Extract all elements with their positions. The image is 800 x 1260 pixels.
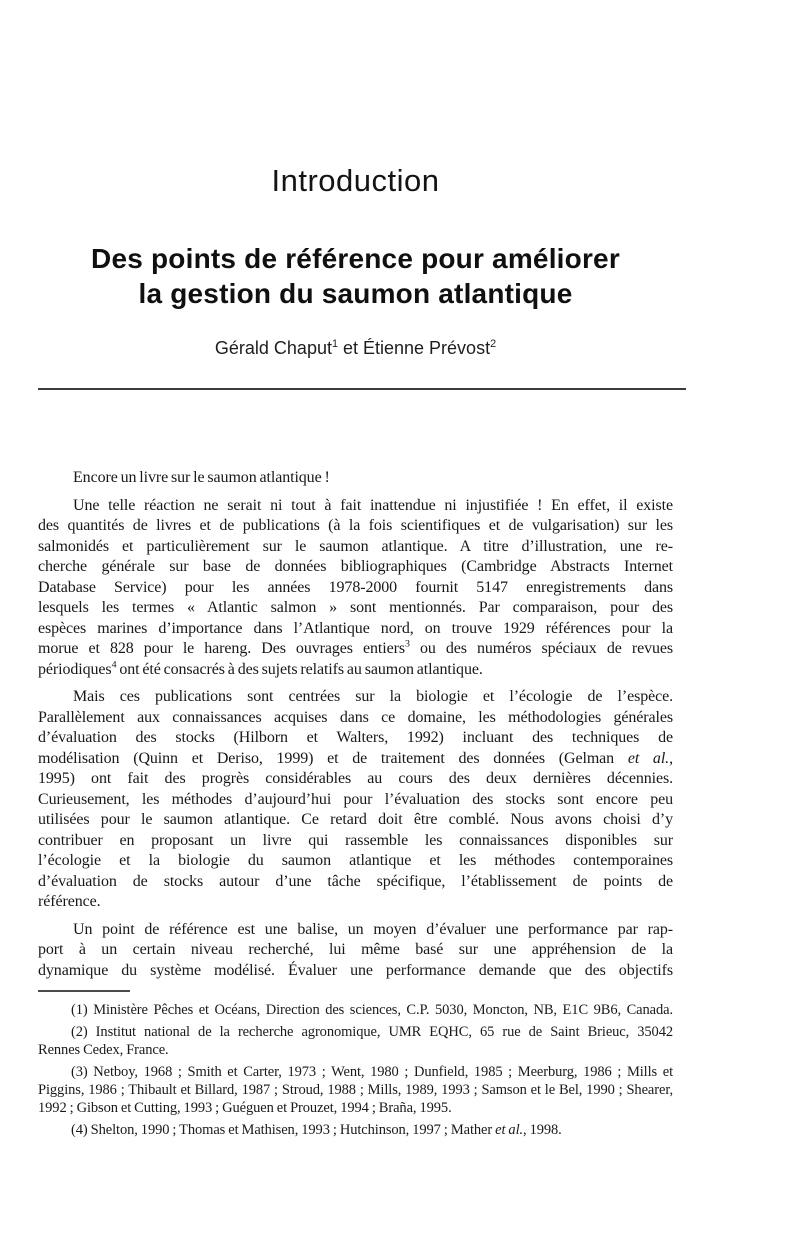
body-paragraph-line: utilisées pour le saumon atlantique. Ce retard doit être comblé. Nous avons choisi d’y	[38, 811, 673, 828]
body-paragraph-line: morue et 828 pour le hareng. Des ouvrages entiers$^3$ ou des numéros spéciaux de revues	[38, 639, 673, 657]
body-paragraph-line: référence.	[38, 893, 101, 910]
chapter-title-line2: la gestion du saumon atlantique	[138, 278, 573, 309]
body-paragraph-line: Un point de référence est une balise, un moyen d’évaluer une performance par rap-	[73, 920, 673, 938]
footnote-rule	[38, 990, 130, 992]
body-paragraph-line: Parallèlement aux connaissances acquises dans ce domaine, les méthodologies générales	[38, 708, 673, 726]
footnote	[38, 1121, 673, 1139]
page-title: Introduction	[271, 163, 440, 198]
body-paragraph-line: périodiques$^4$ ont été consacrés à des sujets relatifs au saumon atlantique.	[38, 659, 483, 678]
footnote-line: (4) Shelton, 1990 ; Thomas et Mathisen, 1993 ; Hutchinson, 1997 ; Mather et al., 1998.	[71, 1122, 562, 1138]
footnote-line: (2) Institut national de la recherche agronomique, UMR EQHC, 65 rue de Saint Brieuc, 35042	[71, 1024, 673, 1040]
body-paragraph-line: modélisation (Quinn et Deriso, 1999) et de traitement des données (Gelman et al.,	[38, 749, 673, 767]
footnote-line: Piggins, 1986 ; Thibault et Billard, 1987 ; Stroud, 1988 ; Mills, 1989, 1993 ; Samson et le Bel, 1990 ; Shearer,	[38, 1082, 673, 1098]
body-paragraph	[38, 496, 673, 681]
body-paragraph	[38, 468, 673, 489]
body-paragraph-line: Une telle réaction ne serait ni tout à fait inattendue ni injustifiée ! En effet, il existe	[73, 496, 673, 514]
body-paragraph-line: lesquels les termes « Atlantic salmon » sont mentionnés. Par comparaison, pour des	[38, 599, 673, 616]
footnotes	[38, 1001, 673, 1139]
footnote	[38, 1001, 673, 1019]
body-paragraph-line: Curieusement, les méthodes d’aujourd’hui pour l’évaluation des stocks sont encore peu	[38, 790, 673, 808]
body-paragraph-line: Encore un livre sur le saumon atlantique !	[73, 469, 330, 486]
chapter-title	[38, 241, 673, 311]
body-paragraph	[38, 920, 673, 982]
header-rule	[38, 388, 686, 390]
body-paragraph	[38, 687, 673, 913]
body-paragraph-line: Mais ces publications sont centrées sur la biologie et l’écologie de l’espèce.	[73, 688, 673, 705]
footnote-line: (1) Ministère Pêches et Océans, Direction des sciences, C.P. 5030, Moncton, NB, E1C 9B6, Canada.	[71, 1002, 673, 1018]
body-paragraph-line: l’écologie et la biologie du saumon atlantique et les méthodes contemporaines	[38, 852, 673, 869]
body-paragraph-line: dynamique du système modélisé. Évaluer une performance demande que des objectifs	[38, 961, 673, 979]
body-paragraph-line: espèces marines d’importance dans l’Atlantique nord, on trouve 1929 références pour la	[38, 619, 673, 637]
page-content	[38, 0, 673, 1139]
body-paragraph-line: cherche générale sur base de données bibliographiques (Cambridge Abstracts Internet	[38, 558, 673, 575]
body-text	[38, 468, 673, 981]
authors-line: Gérald Chaput$^1$ et Étienne Prévost$^2$	[214, 338, 497, 358]
footnote-line: 1992 ; Gibson et Cutting, 1993 ; Guéguen et Prouzet, 1994 ; Braña, 1995.	[38, 1100, 452, 1116]
footnote-line: Rennes Cedex, France.	[38, 1042, 169, 1058]
footnote	[38, 1023, 673, 1059]
body-paragraph-line: Database Service) pour les années 1978-2000 fournit 5147 enregistrements dans	[38, 578, 673, 596]
body-paragraph-line: port à un certain niveau recherché, lui même basé sur une appréhension de la	[38, 941, 673, 958]
body-paragraph-line: d’évaluation de stocks autour d’une tâche spécifique, l’établissement de points de	[38, 872, 673, 890]
body-paragraph-line: contribuer en proposant un livre qui rassemble les connaissances disponibles sur	[38, 831, 673, 849]
footnote	[38, 1063, 673, 1117]
body-paragraph-line: 1995) ont fait des progrès considérables au cours des deux dernières décennies.	[38, 770, 673, 787]
body-paragraph-line: des quantités de livres et de publications (à la fois scientifiques et de vulgarisation) sur les	[38, 517, 673, 534]
chapter-title-line1: Des points de référence pour améliorer	[91, 243, 620, 274]
body-paragraph-line: d’évaluation des stocks (Hilborn et Walters, 1992) incluant des techniques de	[38, 729, 673, 746]
footnote-line: (3) Netboy, 1968 ; Smith et Carter, 1973 ; Went, 1980 ; Dunfield, 1985 ; Meerburg, 1986 ; Mills et	[71, 1064, 673, 1080]
body-paragraph-line: salmonidés et particulièrement sur le saumon atlantique. A titre d’illustration, une re-	[38, 537, 673, 555]
